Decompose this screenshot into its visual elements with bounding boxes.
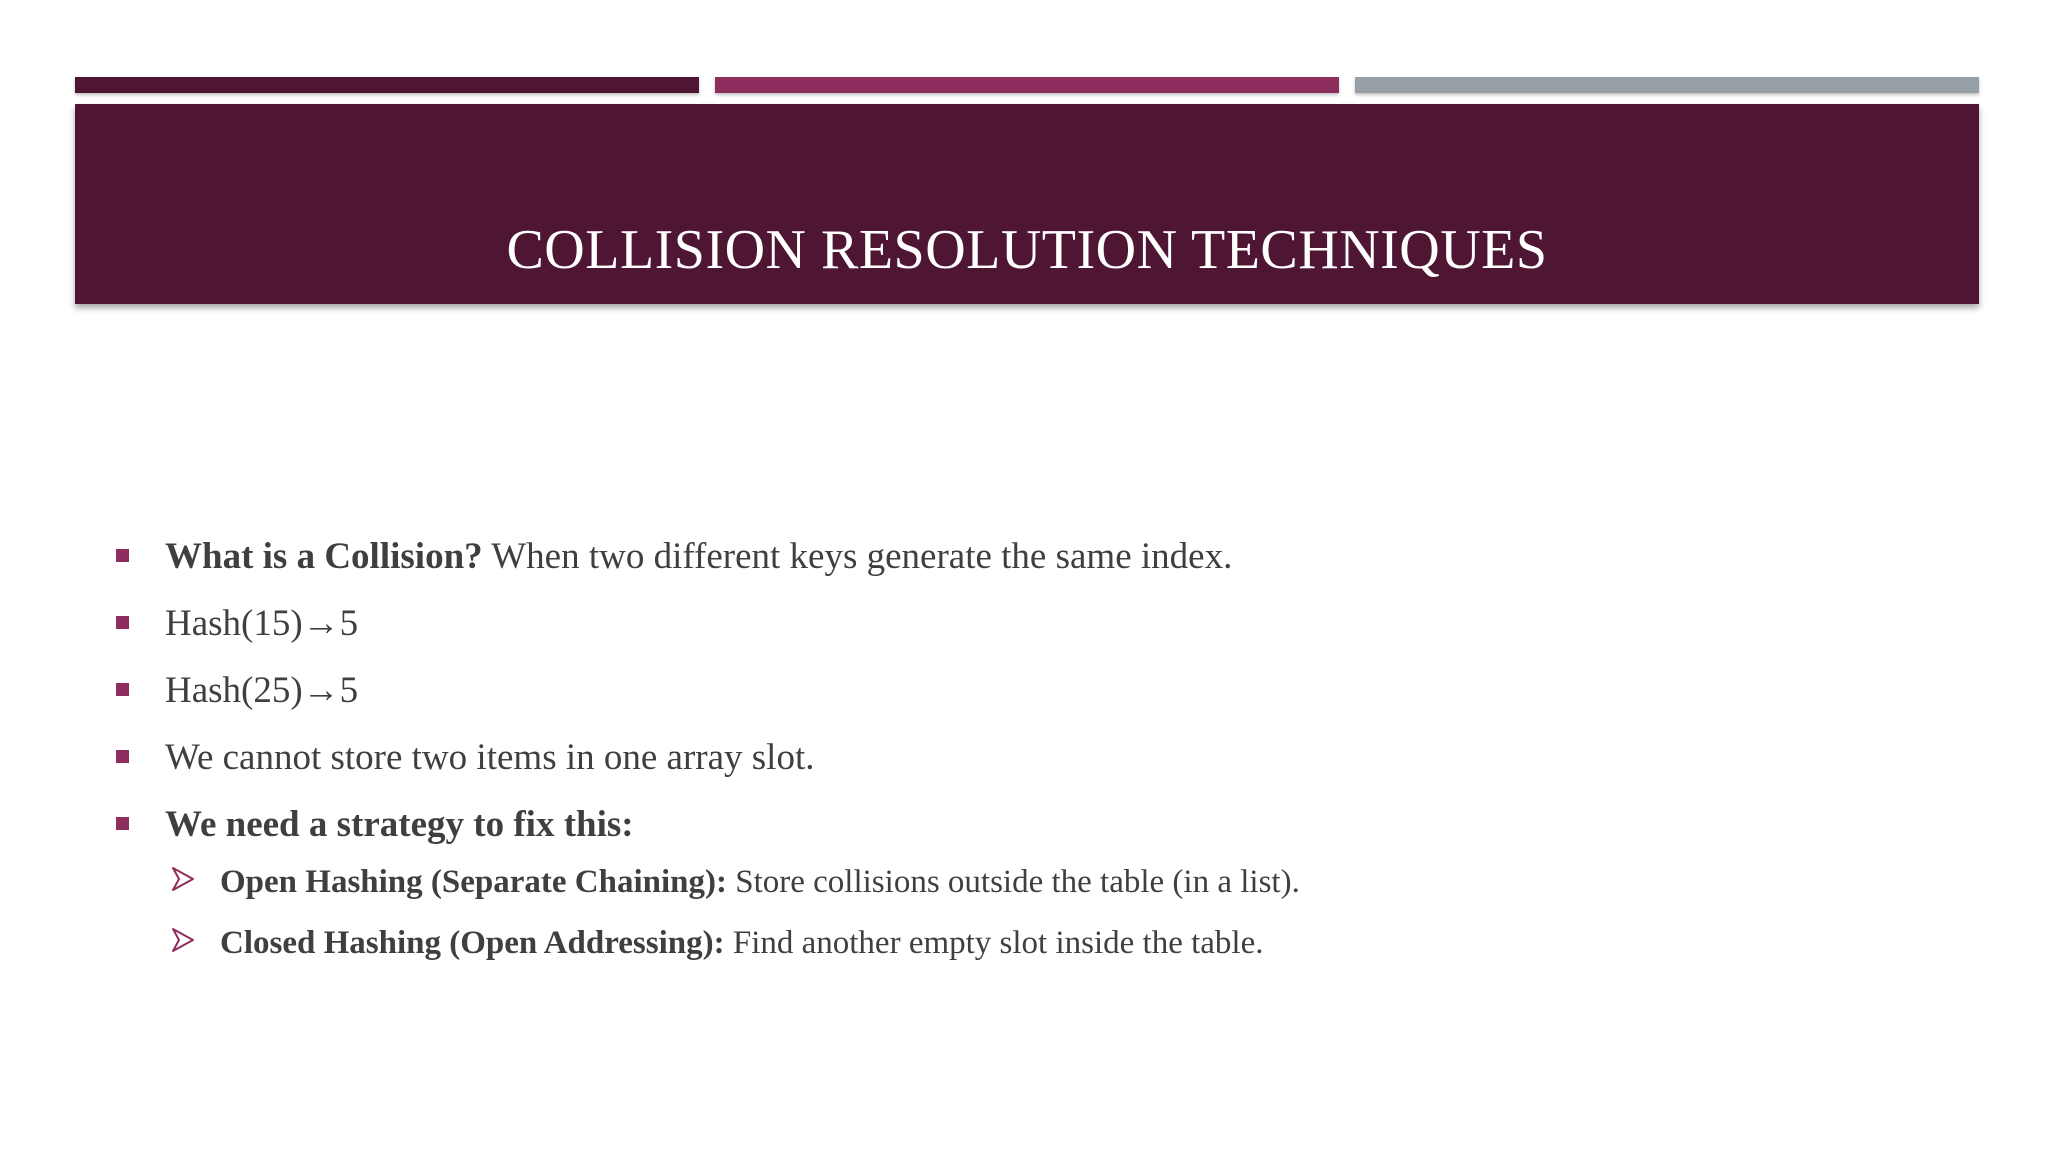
sub-bullet-text: Store collisions outside the table (in a list). — [727, 864, 1300, 900]
accent-bar-magenta — [715, 77, 1339, 93]
sub-bullet-open-hashing — [171, 862, 1916, 902]
accent-bar-dark — [75, 77, 699, 93]
bullet-bold-text: We need a strategy to fix this: — [165, 804, 634, 845]
square-bullet-icon — [116, 549, 129, 562]
bullet-bold-text: What is a Collision? — [165, 536, 483, 577]
sub-bullet-closed-hashing — [171, 923, 1916, 963]
square-bullet-icon — [116, 817, 129, 830]
slide-content — [116, 535, 1916, 984]
sub-bullet-bold-text: Open Hashing (Separate Chaining): — [220, 864, 727, 900]
arrowhead-bullet-icon — [171, 927, 195, 953]
sub-bullet-text: Find another empty slot inside the table. — [724, 925, 1264, 961]
bullet-item-strategy — [116, 803, 1916, 847]
arrowhead-bullet-icon — [171, 866, 195, 892]
bullet-text: When two different keys generate the same index. — [482, 536, 1233, 577]
square-bullet-icon — [116, 616, 129, 629]
title-banner — [75, 104, 1979, 304]
sub-bullet-bold-text: Closed Hashing (Open Addressing): — [220, 925, 725, 961]
bullet-text: Hash(25)→5 — [165, 670, 359, 711]
square-bullet-icon — [116, 750, 129, 763]
bullet-text: We cannot store two items in one array slot. — [165, 737, 815, 778]
sub-bullet-list — [116, 862, 1916, 963]
accent-bar-gray — [1355, 77, 1979, 93]
bullet-item-hash-25 — [116, 669, 1916, 713]
square-bullet-icon — [116, 683, 129, 696]
bullet-list — [116, 535, 1916, 847]
bullet-item-cannot-store — [116, 736, 1916, 780]
slide-title: COLLISION RESOLUTION TECHNIQUES — [506, 219, 1548, 281]
bullet-item-hash-15 — [116, 602, 1916, 646]
bullet-item-collision — [116, 535, 1916, 579]
bullet-text: Hash(15)→5 — [165, 603, 359, 644]
